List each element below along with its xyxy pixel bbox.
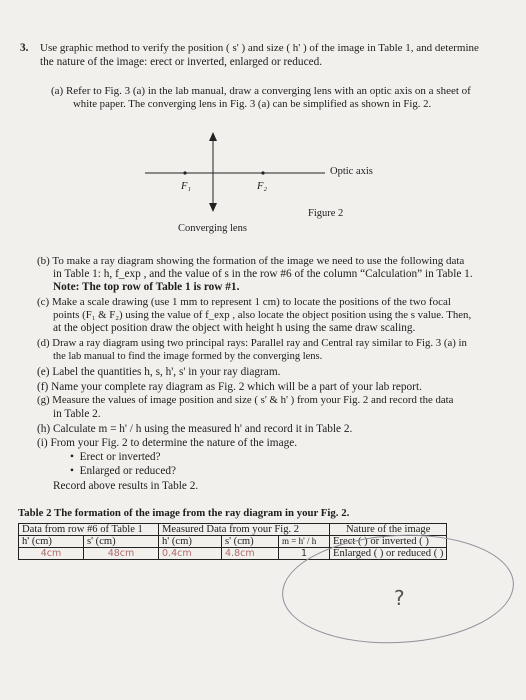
part-d-line-2: the lab manual to find the image formed by the converging lens. <box>53 351 323 362</box>
col-s-header: s' (cm) <box>84 536 159 548</box>
part-g-line-2: in Table 2. <box>53 408 101 420</box>
lens-arrow-up <box>209 132 217 141</box>
optic-axis-label: Optic axis <box>330 166 373 177</box>
part-a-line-2: white paper. The converging lens in Fig. 3 (a) can be simplified as shown in Fig. 2. <box>73 98 432 110</box>
erect-choice[interactable]: Erect ( ) or inverted ( ) <box>330 536 447 548</box>
part-i-bullet-1: • Erect or inverted? <box>70 451 161 463</box>
part-c-line-1: (c) Make a scale drawing (use 1 mm to represent 1 cm) to locate the positions of the two focal <box>37 296 451 308</box>
bullet-1-text: Erect or inverted? <box>79 451 161 463</box>
part-b-line-2: in Table 1: h, f_exp , and the value of s in the row #6 of the column “Calculation” in Table 1. <box>53 268 473 280</box>
lens-arrow-down <box>209 203 217 212</box>
f1-label: F₁ <box>181 181 192 192</box>
col-h-header: h' (cm) <box>19 536 84 548</box>
part-h: (h) Calculate m = h' / h using the measured h' and record it in Table 2. <box>37 423 353 435</box>
bullet-2-text: Enlarged or reduced? <box>79 465 177 477</box>
question-3-line-2: the nature of the image: erect or inverted, enlarged or reduced. <box>40 56 323 68</box>
part-d-line-1: (d) Draw a ray diagram using two principal rays: Parallel ray and Central ray similar to Fig. 3 (a) in <box>37 337 467 349</box>
part-c-line-2: points (F₁ & F₂) using the value of f_exp , also locate the object position using the s value. Then, <box>53 309 472 321</box>
f2-label: F₂ <box>257 181 268 192</box>
part-i-line-1: (i) From your Fig. 2 to determine the nature of the image. <box>37 437 298 449</box>
question-3-number: 3. <box>20 42 29 54</box>
question-mark-annotation: ? <box>394 586 405 610</box>
table-2-caption: Table 2 The formation of the image from the ray diagram in your Fig. 2. <box>18 507 350 519</box>
part-f: (f) Name your complete ray diagram as Fig. 2 which will be a part of your lab report. <box>37 381 422 393</box>
table-group-header-1: Data from row #6 of Table 1 <box>19 524 159 536</box>
cell-s2-value[interactable]: 4.8cm <box>222 548 279 560</box>
cell-h-value[interactable]: 4cm <box>19 548 84 560</box>
question-3-line-1: Use graphic method to verify the position ( s' ) and size ( h' ) of the image in Table 1, and determine <box>40 42 479 54</box>
part-g-line-1: (g) Measure the values of image position and size ( s' & h' ) from your Fig. 2 and record the data <box>37 394 454 406</box>
table-group-header-3: Nature of the image <box>330 524 447 536</box>
enlarged-choice[interactable]: Enlarged ( ) or reduced ( ) <box>330 548 447 560</box>
col-m-header: m = h' / h <box>279 536 330 548</box>
col-h2-header: h' (cm) <box>159 536 222 548</box>
part-i-record: Record above results in Table 2. <box>53 480 199 492</box>
part-b-line-1: (b) To make a ray diagram showing the formation of the image we need to use the following data <box>37 255 465 267</box>
converging-lens-label: Converging lens <box>178 223 247 234</box>
part-a-line-1: (a) Refer to Fig. 3 (a) in the lab manual, draw a converging lens with an optic axis on a sheet of <box>51 85 471 97</box>
part-i-bullet-2: • Enlarged or reduced? <box>70 465 177 477</box>
focal-point-f2 <box>261 171 264 174</box>
cell-s-value[interactable]: 48cm <box>84 548 159 560</box>
part-e: (e) Label the quantities h, s, h', s' in your ray diagram. <box>37 366 281 378</box>
cell-h2-value[interactable]: 0.4cm <box>159 548 222 560</box>
figure-2-label: Figure 2 <box>308 208 344 219</box>
part-b-note: Note: The top row of Table 1 is row #1. <box>53 281 240 293</box>
focal-point-f1 <box>183 171 186 174</box>
table-group-header-2: Measured Data from your Fig. 2 <box>159 524 330 536</box>
part-c-line-3: at the object position draw the object with height h using the same draw scaling. <box>53 322 416 334</box>
col-s2-header: s' (cm) <box>222 536 279 548</box>
cell-m-value[interactable]: 1 <box>279 548 330 560</box>
